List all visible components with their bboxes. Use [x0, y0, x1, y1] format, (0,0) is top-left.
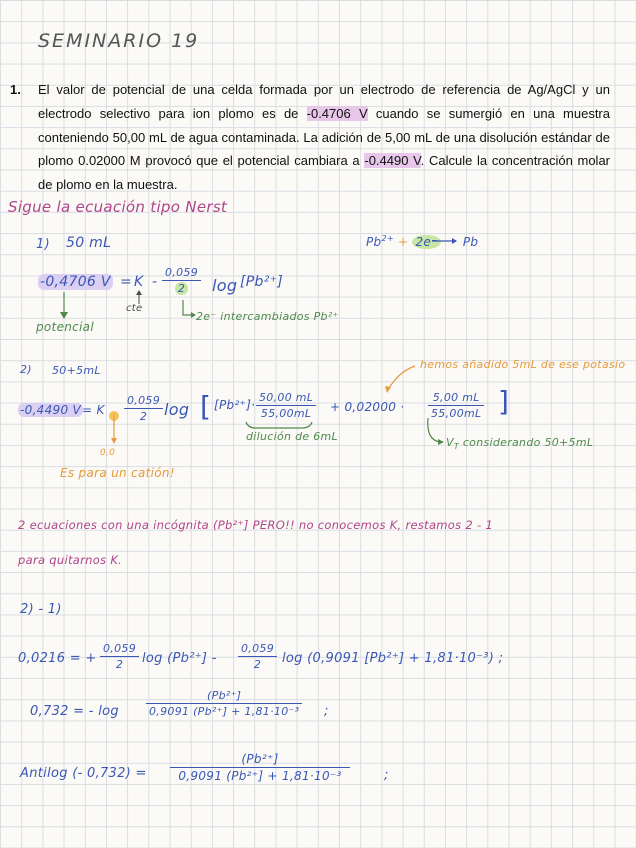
- volume-fraction: 50,00 mL 55,00mL: [256, 391, 316, 420]
- orange-arrowhead: [111, 438, 117, 444]
- cte-arrowhead: [136, 290, 142, 295]
- step1-log: log: [212, 276, 238, 295]
- explanation-line2: para quitarnos K.: [18, 553, 123, 567]
- step1-eq: =: [120, 274, 133, 290]
- electrons-arrowhead: [191, 312, 196, 318]
- step2-volume: 50+5mL: [52, 364, 101, 377]
- dilucion-note: dilución de 6mL: [246, 430, 338, 443]
- nernst-heading: Sigue la ecuación tipo Nerst: [8, 198, 228, 216]
- reaction-arrowhead: [452, 238, 457, 244]
- step2-pb: [Pb²⁺]·: [214, 398, 256, 412]
- step2-fraction: 0,059 2: [124, 394, 163, 423]
- step1-fraction: 0,059 2: [162, 266, 201, 295]
- added-note: hemos añadido 5mL de ese potasio: [420, 358, 626, 371]
- big-bracket-open: [: [200, 390, 212, 423]
- eqB-fraction: (Pb²⁺] 0,9091 (Pb²⁺] + 1,81·10⁻³: [146, 689, 302, 718]
- electrons-note: 2e⁻ intercambiados Pb²⁺: [196, 310, 339, 323]
- eqC-end: ;: [384, 768, 389, 783]
- problem-number: 1.: [10, 82, 21, 97]
- eqA-fraction-1: 0,059 2: [100, 642, 139, 671]
- step1-bracket: [Pb²⁺]: [240, 274, 284, 290]
- potencial-label: potencial: [36, 320, 94, 334]
- added-arrowhead: [385, 386, 391, 393]
- eqC-lhs: Antilog (- 0,732) =: [20, 766, 147, 781]
- eqA-mid1: log (Pb²⁺] -: [142, 651, 217, 666]
- step1-K: K: [134, 274, 144, 290]
- added-arrow: [388, 366, 415, 390]
- vt-arrow: [428, 418, 440, 442]
- step2-log: log: [164, 400, 190, 419]
- step1-label: 1): [36, 237, 50, 252]
- eqC-fraction: (Pb²⁺] 0,9091 (Pb²⁺] + 1,81·10⁻³: [170, 752, 350, 783]
- page-title: SEMINARIO 19: [38, 30, 200, 52]
- step2-lhs: -0,4490 V: [20, 403, 82, 417]
- explanation-line1: 2 ecuaciones con una incógnita (Pb²⁺] PERO!! no conocemos K, restamos 2 - 1: [18, 518, 493, 532]
- eqB-lhs: 0,732 = - log: [30, 704, 119, 719]
- half-reaction: $Pb^{2+} + 2e^-$ Pb: [366, 234, 479, 249]
- step1-volume: 50 mL: [66, 235, 112, 251]
- orange-sign-value: 0,0: [100, 448, 116, 458]
- cte-label: cte: [126, 303, 143, 314]
- eqA-fraction-2: 0,059 2: [238, 642, 277, 671]
- highlight-potential-2: -0.4490 V: [364, 153, 421, 169]
- highlight-potential-1: -0.4706 V: [306, 105, 368, 121]
- conc-fraction: 5,00 mL 55,00mL: [428, 391, 484, 420]
- step1-minus: -: [152, 274, 158, 290]
- eqB-end: ;: [324, 704, 329, 719]
- electrons-highlight: 2e⁻: [412, 235, 440, 249]
- step2-eq: = K: [82, 403, 105, 417]
- step2-label: 2): [20, 363, 32, 376]
- vt-arrowhead: [438, 439, 444, 445]
- eqA-lhs: 0,0216 = +: [18, 651, 97, 666]
- vt-note: $V_T$ considerando 50+5mL: [446, 436, 594, 452]
- problem-text: El valor de potencial de una celda formada por un electrodo de referencia de Ag/AgCl y un electrodo selectivo para ion plomo es de -0.4706 V cuando se sumergió en una muestra conteniendo 50,00 mL de agua contaminada. La adición de 5,00 mL de una disolución estándar de plomo 0.02000 M provocó que el potencial cambiara a -0.4490 V. Calcule la concentración molar de plomo en la muestra.: [38, 82, 611, 193]
- eqA-mid2: log (0,9091 [Pb²⁺] + 1,81·10⁻³) ;: [282, 651, 504, 666]
- electrons-arrow: [183, 300, 194, 315]
- big-bracket-close: ]: [498, 385, 510, 418]
- step1-lhs: -0,4706 V: [40, 274, 111, 290]
- step2-plus-conc: + 0,02000 ·: [330, 400, 405, 414]
- subtraction-label: 2) - 1): [20, 602, 62, 617]
- cation-note: Es para un catión!: [60, 466, 175, 480]
- dilucion-brace: [246, 422, 312, 428]
- potencial-arrowhead: [60, 312, 68, 319]
